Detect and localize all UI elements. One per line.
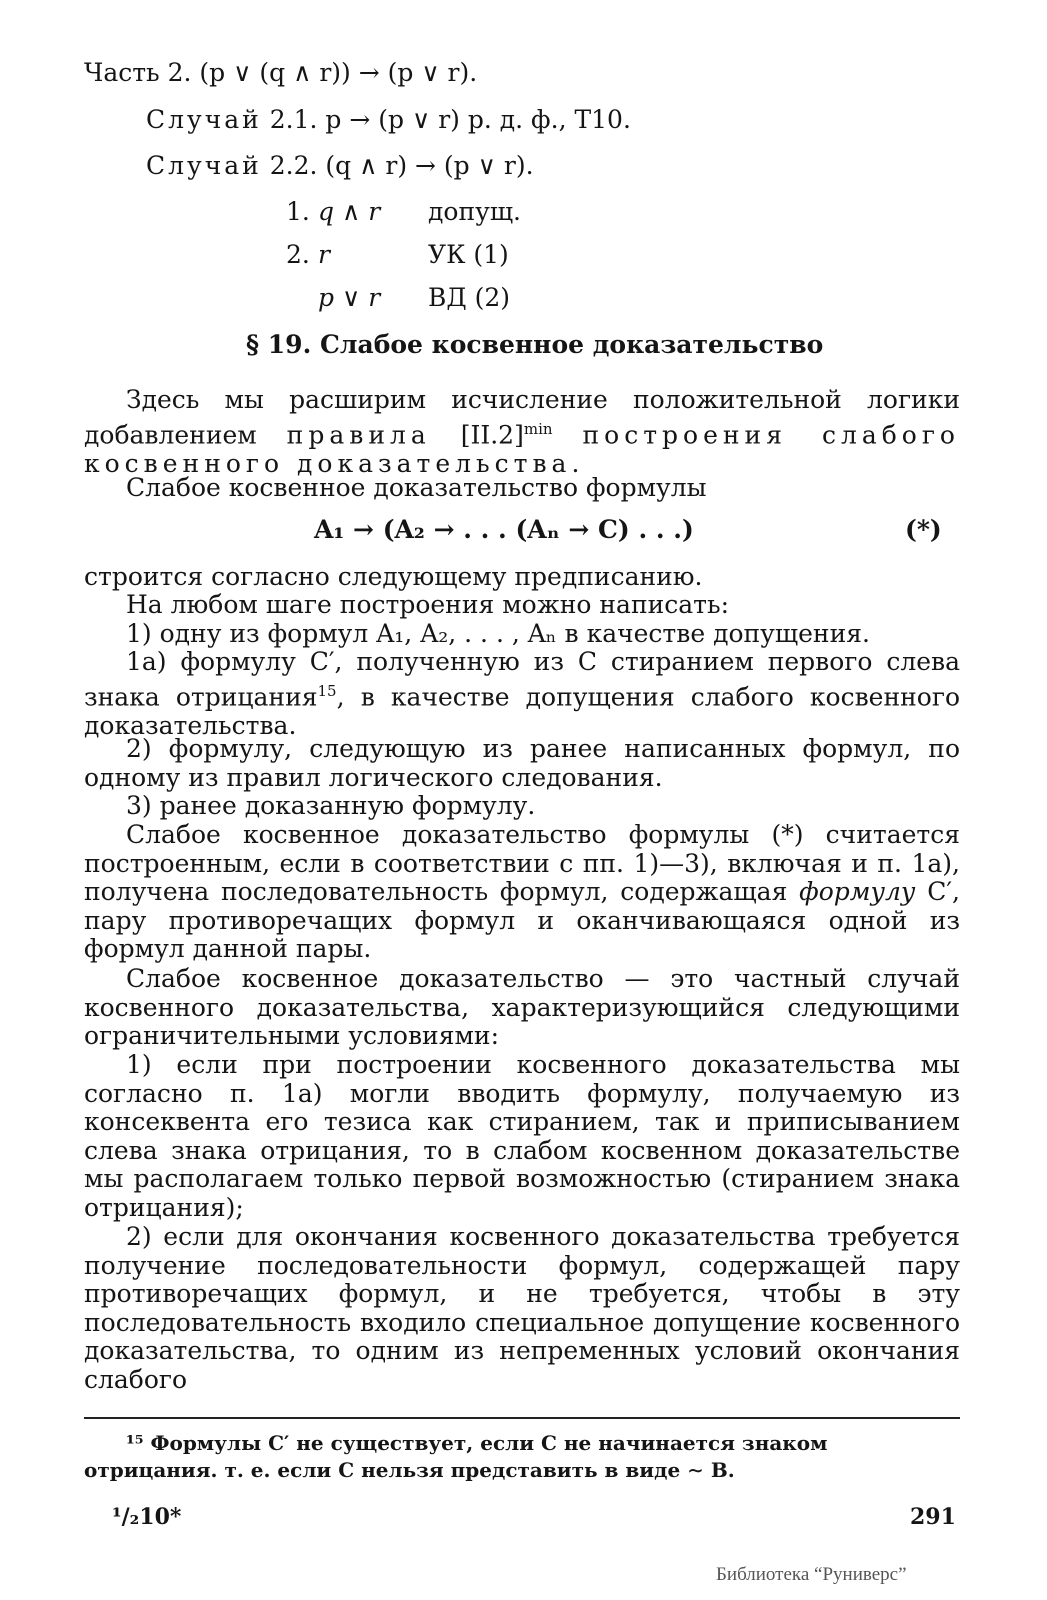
case-2-2 — [146, 151, 534, 181]
part-2-line: Часть 2. (p ∨ (q ∧ r)) → (p ∨ r). — [84, 58, 478, 87]
footnote — [84, 1430, 960, 1484]
case-text: 2.2. (q ∧ r) → (p ∨ r). — [269, 151, 534, 180]
footnote-text: Формулы C′ не существует, если C не начинается знаком отрицания. т. е. если C нельзя представить в виде ∼ B. — [84, 1431, 828, 1482]
list-item-3: 3) ранее доказанную формулу. — [126, 791, 536, 820]
case-label: Случай — [146, 151, 262, 180]
footnote-ref: 15 — [317, 681, 337, 700]
built-text: Слабое косвенное доказательство формулы (*) считается построенным, если в соответствии с пп. 1)—3), включая и п. 1а), получена последовательность формул, содержащая — [84, 820, 960, 907]
footnote-mark: ¹⁵ — [126, 1431, 144, 1455]
paragraph-special-case: Слабое косвенное доказательство — это частный случай косвенного доказательства, характеризующийся следующими ограничительными условиями: — [84, 964, 960, 1051]
paragraph-step-intro: На любом шаге построения можно написать: — [126, 590, 730, 619]
rule-ref: [II.2] — [460, 419, 524, 449]
paragraph-definition: Слабое косвенное доказательство формулы — [126, 473, 707, 502]
item-1a-text: 1a) формулу C′, полученную из C стиранием первого слева знака отрицания — [84, 647, 960, 711]
proof-formula: p ∨ r — [318, 283, 381, 312]
proof-row-3 — [286, 283, 510, 313]
case-2-1 — [146, 105, 631, 135]
intro-text: Здесь мы расширим исчисление положительной логики добавлением — [84, 385, 960, 449]
footnote-divider — [84, 1417, 960, 1419]
proof-formula: q ∧ r — [318, 197, 381, 226]
built-italic: формулу — [799, 877, 916, 907]
proof-rule: УК (1) — [428, 240, 509, 269]
proof-row-1 — [286, 197, 521, 227]
formula-tag: (*) — [905, 515, 942, 544]
section-heading: § 19. Слабое косвенное доказательство — [246, 330, 824, 359]
proof-rule: допущ. — [428, 197, 522, 226]
proof-formula: r — [318, 240, 330, 269]
paragraph-intro — [84, 386, 960, 478]
library-watermark: Библиотека “Руниверс” — [716, 1564, 907, 1585]
case-label: Случай — [146, 105, 262, 134]
paragraph-built — [84, 821, 960, 964]
printer-signature: ¹/₂10* — [112, 1504, 182, 1530]
page-number: 291 — [910, 1504, 956, 1530]
list-item-2: 2) формулу, следующую из ранее написанных формул, по одному из правил логического следования. — [84, 734, 960, 792]
list-item-1a — [84, 648, 960, 740]
case-text: 2.1. p → (p ∨ r) р. д. ф., Т10. — [269, 105, 631, 134]
proof-rule: ВД (2) — [428, 283, 511, 312]
intro-spaced-text: построения слабого косвенного доказательства. — [84, 419, 960, 478]
condition-1: 1) если при построении косвенного доказательства мы согласно п. 1а) могли вводить формулу, получаемую из консеквента его тезиса как стиранием, так и приписыванием слева знака отрицания, то в слабом косвенном доказательстве мы располагаем только первой возможностью (стиранием знака отрицания); — [84, 1050, 960, 1222]
proof-num: 1. — [286, 197, 310, 226]
list-item-1: 1) одну из формул A₁, A₂, . . . , Aₙ в качестве допущения. — [126, 619, 870, 648]
proof-row-2 — [286, 240, 509, 270]
paragraph-prescription: строится согласно следующему предписанию. — [84, 562, 703, 591]
built-text-cont: C′, пару противоречащих формул и оканчивающаяся одной из формул данной пары. — [84, 877, 960, 964]
rule-superscript: min — [523, 419, 553, 438]
proof-num: 2. — [286, 240, 310, 269]
intro-spaced-rule: правила — [286, 419, 431, 449]
condition-2: 2) если для окончания косвенного доказательства требуется получение последовательности формул, содержащей пару противоречащих формул, и не требуется, чтобы в эту последовательность входило специальное допущение косвенного доказательства, то одним из непременных условий окончания слабого — [84, 1222, 960, 1394]
formula-star: A₁ → (A₂ → . . . (Aₙ → C) . . .) — [314, 515, 694, 544]
item-1a-text-cont: , в качестве допущения слабого косвенного доказательства. — [84, 681, 960, 740]
